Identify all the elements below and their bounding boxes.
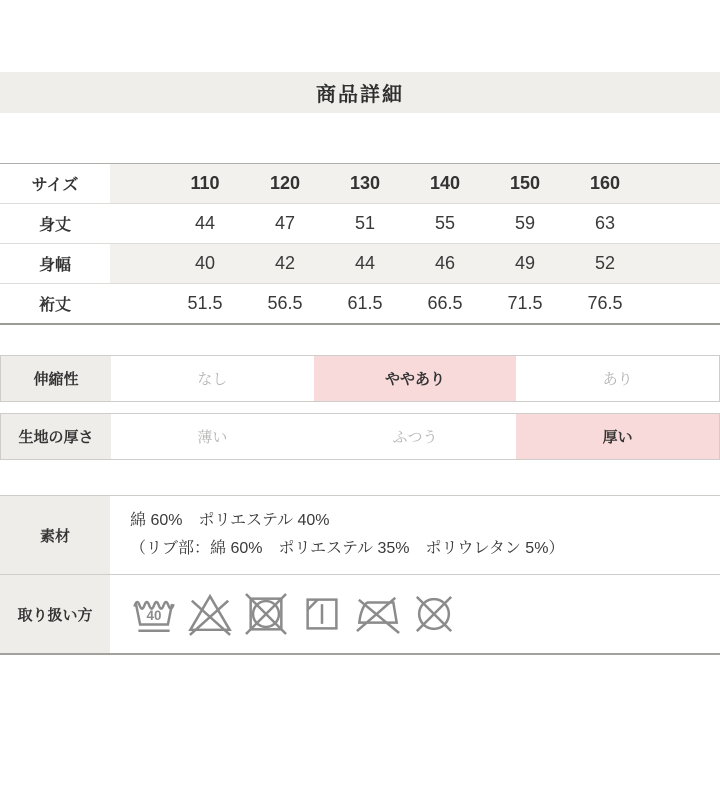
care-icons xyxy=(110,575,720,653)
product-detail-page xyxy=(0,72,720,792)
size-row-values xyxy=(110,204,720,243)
material-row xyxy=(0,496,720,574)
page-title: 商品詳細 xyxy=(316,84,404,106)
size-cell: 120 xyxy=(269,173,301,193)
no-iron-icon xyxy=(355,591,401,637)
page-title-bar xyxy=(0,72,720,113)
material-line: （リブ部：綿 60% ポリエステル 35% ポリウレタン 5%） xyxy=(130,540,565,557)
size-cell: 150 xyxy=(509,173,541,193)
size-table-row-size xyxy=(0,164,720,203)
stretch-option-yes: あり xyxy=(516,356,719,401)
size-cell: 63 xyxy=(594,213,616,233)
size-row-values xyxy=(110,284,720,323)
size-row-label: 裄丈 xyxy=(38,297,71,314)
size-cell: 160 xyxy=(589,173,621,193)
no-bleach-icon xyxy=(187,591,233,637)
material-content xyxy=(110,496,720,574)
no-dry-clean-icon xyxy=(411,591,457,637)
size-cell: 61.5 xyxy=(347,293,383,313)
thickness-option-normal: ふつう xyxy=(314,414,517,459)
size-cell: 140 xyxy=(429,173,461,193)
stretch-scale-row xyxy=(0,355,720,402)
size-cell: 66.5 xyxy=(427,293,463,313)
thickness-scale-row xyxy=(0,413,720,460)
thickness-label: 生地の厚さ xyxy=(1,414,111,459)
stretch-label: 伸縮性 xyxy=(1,356,111,401)
size-cell: 51.5 xyxy=(187,293,223,313)
care-row xyxy=(0,574,720,653)
size-cell: 49 xyxy=(514,253,536,273)
wash-40-gentle-icon xyxy=(131,591,177,637)
size-cell: 110 xyxy=(190,173,220,193)
material-label: 素材 xyxy=(0,496,110,574)
stretch-option-some: ややあり xyxy=(314,356,517,401)
size-cell: 42 xyxy=(274,253,296,273)
stretch-option-none: なし xyxy=(111,356,314,401)
size-cell: 130 xyxy=(349,173,381,193)
size-table-row-body-width xyxy=(0,243,720,283)
no-tumble-dry-icon xyxy=(243,591,289,637)
size-table-row-sleeve-length xyxy=(0,283,720,323)
size-cell: 52 xyxy=(594,253,616,273)
line-dry-in-shade-icon xyxy=(299,591,345,637)
size-row-values xyxy=(110,244,720,283)
size-cell: 40 xyxy=(194,253,216,273)
size-cell: 71.5 xyxy=(507,293,543,313)
thickness-option-thick: 厚い xyxy=(516,414,719,459)
size-row-label: 身丈 xyxy=(38,217,71,234)
details-table xyxy=(0,495,720,655)
size-cell: 76.5 xyxy=(587,293,623,313)
care-label: 取り扱い方 xyxy=(0,575,110,653)
size-cell: 44 xyxy=(354,253,376,273)
size-row-values xyxy=(110,164,720,203)
size-cell: 47 xyxy=(274,213,296,233)
size-cell: 55 xyxy=(434,213,456,233)
material-line: 綿 60% ポリエステル 40% xyxy=(130,512,330,529)
size-cell: 56.5 xyxy=(267,293,303,313)
wash-temp-value: 40 xyxy=(146,608,162,624)
size-cell: 46 xyxy=(434,253,456,273)
thickness-option-thin: 薄い xyxy=(111,414,314,459)
size-cell: 51 xyxy=(354,213,376,233)
size-cell: 59 xyxy=(514,213,536,233)
size-table xyxy=(0,163,720,325)
size-cell: 44 xyxy=(194,213,216,233)
size-table-row-body-length xyxy=(0,203,720,243)
size-row-label: サイズ xyxy=(31,177,79,194)
size-row-label: 身幅 xyxy=(38,257,71,274)
